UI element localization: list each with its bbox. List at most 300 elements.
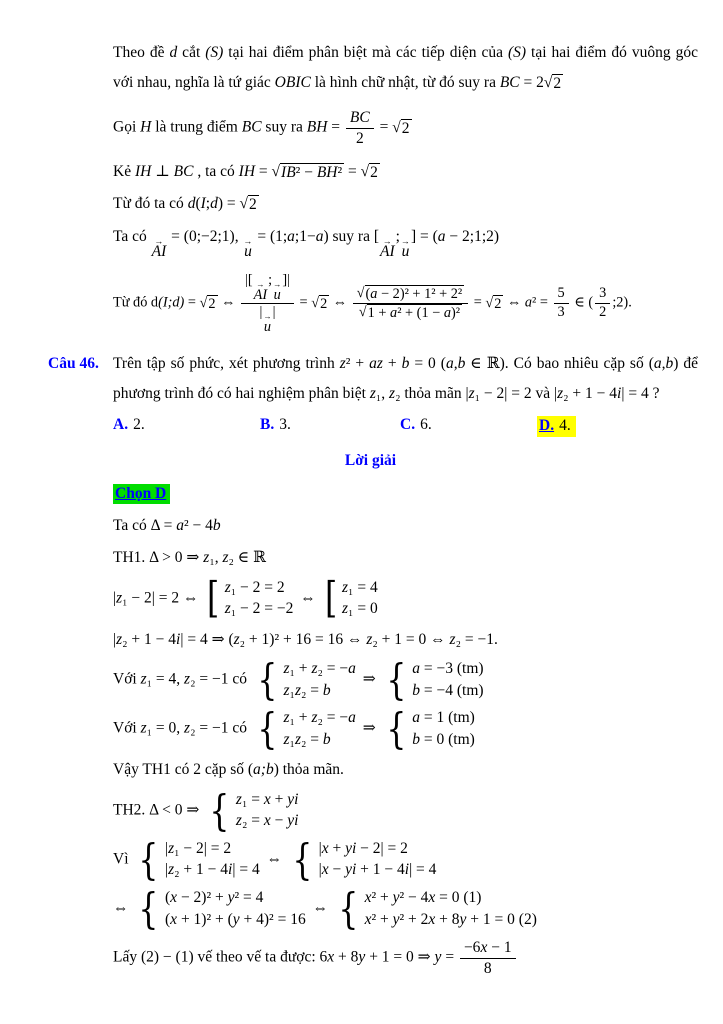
text-fragment: = — [295, 295, 312, 312]
formula-line — [113, 546, 698, 569]
formula-line — [113, 225, 698, 261]
formula-line — [113, 704, 698, 754]
text-fragment: a — [176, 517, 184, 535]
radicand — [280, 163, 344, 182]
brace-icon: { — [257, 654, 278, 704]
text-fragment: Với — [113, 670, 141, 688]
text-fragment: x — [428, 888, 436, 906]
text-fragment: ² − — [295, 164, 317, 182]
text-fragment: = (0;−2;1), — [167, 227, 243, 245]
text-fragment: | = 4 — [232, 861, 260, 879]
text-fragment: z — [235, 812, 242, 830]
text-fragment: BC — [499, 74, 520, 92]
square-root — [392, 119, 411, 138]
fraction-denominator — [595, 304, 610, 322]
text-fragment: Ta có — [113, 227, 151, 245]
text-fragment: z — [449, 630, 456, 648]
vector-arrow-icon: → — [400, 235, 410, 246]
brace-icon: { — [209, 785, 230, 835]
text-fragment: | — [113, 630, 117, 648]
fraction-denominator — [355, 304, 466, 322]
text-fragment: ₁ − 2| = 2 và | — [474, 385, 558, 403]
cases-group — [254, 654, 356, 704]
radical-sign-icon: √ — [485, 295, 494, 312]
text-fragment: z — [339, 355, 346, 373]
text-fragment: ₂ + 1 − 4 — [122, 630, 177, 648]
text-fragment: d — [187, 195, 196, 213]
text-fragment: Với — [113, 719, 141, 737]
vector-name: u — [263, 319, 272, 336]
text-fragment: z — [235, 790, 242, 808]
vector-arrow-icon: → — [154, 235, 164, 246]
brace-icon: { — [385, 654, 406, 704]
text-fragment: z — [294, 681, 301, 699]
cases-row — [412, 709, 475, 728]
text-fragment: z — [140, 719, 147, 737]
text-fragment: x — [170, 910, 178, 928]
text-fragment: ₁ + — [289, 659, 312, 677]
text-fragment: x — [321, 861, 329, 879]
text-fragment: cắt — [177, 44, 206, 61]
fraction-denominator — [255, 304, 279, 335]
cases-rows — [283, 709, 355, 749]
text-fragment: TH1. Δ > 0 ⇒ — [113, 549, 204, 567]
text-fragment: i — [176, 630, 181, 648]
text-fragment: 2 — [249, 196, 257, 214]
text-fragment: 2 — [553, 75, 562, 93]
text-fragment: ]| — [282, 272, 290, 289]
text-fragment: Vậy TH1 có 2 cặp số ( — [113, 761, 254, 779]
cases-row — [236, 812, 299, 831]
cases-row — [165, 861, 260, 880]
text-fragment: | = 4 ⇒ ( — [180, 630, 234, 648]
text-fragment: Theo đề — [113, 44, 170, 61]
text-fragment: + — [270, 790, 288, 808]
cases-row — [342, 600, 378, 619]
text-fragment: IH — [134, 163, 152, 181]
text-fragment: Kẻ — [113, 163, 135, 181]
answer-options — [113, 416, 698, 437]
text-fragment: ₁ − 2 = −2 — [230, 600, 294, 618]
text-fragment: IB — [281, 164, 296, 182]
text-fragment: (S) — [507, 44, 527, 61]
text-fragment: + 8 — [334, 948, 359, 966]
text-fragment: z — [294, 730, 301, 748]
radical-sign-icon: √ — [392, 118, 401, 136]
text-fragment: là hình chữ nhật, từ đó suy ra — [310, 74, 500, 92]
formula-line — [113, 654, 698, 704]
text-fragment: = — [375, 118, 393, 136]
text-fragment: ₁ − 2| = 2 ⇔ — [122, 589, 203, 607]
text-fragment: a;b — [253, 761, 274, 779]
text-fragment: ₁ = 4, — [146, 670, 185, 688]
text-fragment: IH — [238, 163, 256, 181]
cases-row — [283, 731, 355, 750]
cases-row — [365, 911, 537, 930]
cases-row — [412, 682, 483, 701]
text-fragment: + 1 = 0 (2) — [466, 910, 537, 928]
text-fragment: z — [116, 630, 123, 648]
text-fragment: ₂ = — [241, 812, 264, 830]
vector-name: u — [244, 243, 252, 261]
text-fragment: az — [369, 355, 383, 373]
chosen-answer-badge: Chọn D — [113, 484, 170, 504]
text-fragment: z — [224, 578, 231, 596]
fraction-numerator — [353, 285, 468, 304]
text-fragment: x — [327, 948, 335, 966]
text-fragment: Lấy (2) − (1) vế theo vế ta được: 6 — [113, 948, 328, 966]
fraction-numerator — [595, 285, 610, 304]
text-fragment: a — [437, 227, 446, 245]
chosen-answer-line — [113, 482, 698, 505]
text-fragment: ) thỏa mãn. — [273, 761, 344, 779]
text-fragment: ( — [195, 195, 201, 213]
text-fragment: z — [283, 709, 290, 727]
text-fragment: ₂ = — [300, 730, 323, 748]
text-fragment: + 4)² = 16 — [239, 910, 306, 928]
text-fragment: z — [184, 719, 191, 737]
brace-icon: { — [138, 834, 159, 884]
text-fragment: ² − 4 — [184, 517, 213, 535]
text-fragment: z — [369, 385, 376, 403]
option-a-letter: A. — [113, 415, 129, 433]
text-fragment: ₂ = − — [317, 709, 349, 727]
cases-row — [283, 682, 355, 701]
text-fragment: ;1− — [294, 227, 316, 245]
text-fragment: b — [412, 681, 420, 699]
text-fragment: a — [348, 709, 356, 727]
cases-rows — [412, 709, 475, 749]
text-fragment: z — [311, 659, 318, 677]
vector-name: AI — [151, 243, 167, 261]
fraction — [554, 285, 569, 322]
brace-icon: [ — [207, 573, 220, 623]
text-fragment: ₁ — [289, 730, 295, 748]
cases-group — [383, 704, 475, 754]
text-fragment: b — [322, 730, 331, 748]
text-fragment: i — [228, 861, 233, 879]
text-fragment: 1 + — [367, 305, 391, 322]
text-fragment: ² + — [371, 888, 393, 906]
vector — [273, 280, 282, 304]
cases-group — [335, 883, 537, 933]
text-fragment: ; — [268, 272, 273, 289]
solution-paragraph — [113, 38, 698, 98]
text-fragment: a — [315, 227, 324, 245]
text-fragment: BC — [241, 118, 262, 136]
text-fragment: ⊥ — [151, 163, 174, 181]
text-fragment: z — [222, 549, 229, 567]
text-fragment: | — [165, 839, 169, 857]
formula-line — [113, 785, 698, 835]
text-fragment: y — [459, 910, 467, 928]
text-fragment: ) suy ra [ — [323, 227, 380, 245]
text-fragment: (S) — [205, 44, 224, 61]
text-fragment: | — [259, 304, 263, 321]
solution-heading: Lời giải — [344, 451, 397, 469]
text-fragment: | — [272, 304, 276, 321]
text-fragment: ⇒ — [358, 670, 380, 688]
text-fragment: H — [140, 118, 152, 136]
cases-row — [365, 889, 537, 908]
text-fragment: − 2| = 2 — [356, 839, 408, 857]
text-fragment: ( — [165, 888, 171, 906]
square-root — [200, 295, 218, 312]
text-fragment: 5 — [557, 285, 565, 302]
cases-row — [283, 660, 355, 679]
text-fragment: y — [232, 910, 240, 928]
radicand — [319, 295, 329, 312]
text-fragment: 8 — [483, 959, 492, 977]
formula-line — [113, 628, 698, 651]
option-c-letter: C. — [400, 415, 416, 433]
cases-row — [412, 660, 483, 679]
square-root — [544, 74, 563, 93]
text-fragment: 2 — [401, 119, 410, 137]
text-fragment: + — [382, 355, 402, 373]
text-fragment: = — [255, 163, 272, 181]
text-fragment: −6 — [463, 939, 481, 957]
text-fragment: BC — [173, 163, 194, 181]
fraction — [346, 108, 374, 148]
text-fragment: y — [227, 888, 235, 906]
fraction-numerator — [346, 108, 374, 128]
text-fragment: b — [322, 681, 331, 699]
radical-sign-icon: √ — [239, 195, 249, 213]
text-fragment: ; — [205, 195, 211, 213]
cases-row — [412, 731, 475, 750]
text-fragment: d — [169, 44, 178, 61]
text-fragment: | = 4 — [409, 861, 437, 879]
cases-row — [165, 840, 260, 859]
vector-arrow-icon: → — [243, 235, 253, 246]
radical-sign-icon: √ — [311, 295, 320, 312]
option-c — [400, 416, 537, 437]
radicand — [248, 195, 259, 214]
fraction-denominator — [352, 129, 368, 148]
formula-line — [113, 834, 698, 884]
vector — [253, 280, 268, 304]
cases-row — [319, 861, 437, 880]
option-d-letter: D. — [539, 416, 555, 434]
radicand — [552, 74, 563, 93]
text-fragment: ² + — [371, 910, 393, 928]
text-fragment: y — [392, 910, 400, 928]
radicand — [207, 295, 217, 312]
vector-name: AI — [380, 243, 395, 261]
text-fragment: z — [233, 630, 240, 648]
text-fragment: Vì — [113, 850, 133, 868]
fraction — [595, 285, 610, 322]
brace-icon: { — [138, 883, 159, 933]
text-fragment: ₂ + 1 = 0 ⇔ — [372, 630, 450, 648]
text-fragment: z — [283, 659, 290, 677]
text-fragment: ₂ thỏa mãn | — [395, 385, 469, 403]
text-fragment: b — [401, 355, 410, 373]
text-fragment: 2 — [370, 164, 378, 182]
text-fragment: ₂ + 1 − 4 — [174, 861, 229, 879]
text-fragment: z — [283, 730, 290, 748]
cases-row — [283, 709, 355, 728]
text-fragment: = −4 (tm) — [420, 681, 484, 699]
text-fragment: yi — [287, 790, 299, 808]
radicand — [401, 119, 412, 138]
formula-line — [113, 938, 698, 978]
text-fragment: z — [342, 578, 349, 596]
fraction-numerator — [241, 272, 294, 304]
text-fragment: x — [480, 939, 488, 957]
text-fragment: z — [116, 589, 123, 607]
radical-sign-icon: √ — [199, 295, 208, 312]
text-fragment: ( — [165, 910, 171, 928]
cases-row — [225, 579, 294, 598]
question-number: Câu 46. — [48, 355, 99, 373]
cases-group — [205, 573, 294, 623]
text-fragment: + 1 = 0 ⇒ — [365, 948, 435, 966]
text-fragment: a — [412, 709, 420, 727]
text-fragment: z — [366, 630, 373, 648]
vector-name: u — [401, 243, 410, 261]
text-fragment: ⇔ — [262, 850, 286, 868]
cases-row — [165, 911, 306, 930]
option-a — [113, 416, 260, 437]
brace-icon: { — [385, 704, 406, 754]
fraction — [241, 272, 294, 335]
text-fragment: ₂ = − — [317, 659, 349, 677]
text-fragment: y — [392, 888, 400, 906]
text-fragment: z — [468, 385, 475, 403]
text-fragment: tại hai điểm đó vuông góc với nhau, nghĩa là tứ giác — [113, 44, 698, 92]
cases-row — [319, 840, 437, 859]
text-fragment: = — [184, 295, 200, 312]
fraction-numerator — [460, 938, 516, 958]
radicand — [367, 304, 462, 321]
option-b — [260, 416, 400, 437]
text-fragment: BH — [316, 164, 338, 182]
text-fragment: ₁ = 0, — [146, 719, 185, 737]
text-fragment: |[ — [244, 272, 253, 289]
text-fragment: Ta có Δ = — [113, 517, 177, 535]
radical-sign-icon: √ — [543, 74, 553, 92]
question-block — [48, 349, 698, 409]
text-fragment: ₁, — [375, 385, 390, 403]
text-fragment: ₁ = 0 — [348, 600, 378, 618]
text-fragment: ₁, — [209, 549, 223, 567]
cases-row — [225, 600, 294, 619]
radical-sign-icon: √ — [358, 304, 367, 321]
text-fragment: z — [311, 709, 318, 727]
fraction-denominator — [480, 959, 496, 978]
square-root — [361, 163, 380, 182]
text-fragment: a — [370, 286, 378, 303]
text-fragment: x — [428, 910, 436, 928]
text-fragment: a — [348, 659, 356, 677]
option-b-value: 3. — [279, 415, 291, 433]
text-fragment: 2 — [320, 296, 328, 313]
text-fragment: = 2 — [519, 74, 544, 92]
formula-line — [113, 758, 698, 781]
text-fragment: ⇔ — [308, 899, 332, 917]
text-fragment: ₂ = — [300, 681, 323, 699]
text-fragment: ₂ = −1 có — [190, 670, 251, 688]
text-fragment: = −3 (tm) — [420, 659, 484, 677]
square-root — [272, 163, 345, 182]
text-fragment: ² = 4 — [234, 888, 264, 906]
text-fragment: yi — [345, 861, 357, 879]
text-fragment: BC — [349, 109, 370, 127]
cases-group — [135, 834, 260, 884]
text-fragment: y — [434, 948, 442, 966]
radical-sign-icon: √ — [271, 163, 281, 181]
text-fragment: a,b — [653, 355, 674, 373]
text-fragment: x — [170, 888, 178, 906]
text-fragment: 2 — [494, 296, 502, 313]
text-fragment: yi — [345, 839, 357, 857]
text-fragment: ∈ ℝ). Có bao nhiêu cặp số ( — [465, 355, 654, 373]
text-fragment: = (1; — [253, 227, 288, 245]
text-fragment: i — [404, 861, 410, 879]
text-fragment: = — [327, 118, 344, 136]
text-fragment: ) để phương trình đó có hai nghiệm phân biệt — [113, 355, 698, 403]
fraction-numerator — [554, 285, 569, 304]
text-fragment: a — [390, 305, 398, 322]
text-fragment: a — [287, 227, 295, 245]
text-fragment: x — [263, 812, 271, 830]
text-fragment: ) = — [217, 195, 240, 213]
text-fragment: b — [212, 517, 221, 535]
cases-rows — [319, 840, 437, 880]
square-root — [311, 295, 329, 312]
text-fragment: ² + 2 — [399, 910, 429, 928]
text-fragment: a — [524, 295, 532, 312]
text-fragment: 2 — [208, 296, 216, 313]
text-fragment: Từ đó d — [113, 295, 159, 312]
option-b-letter: B. — [260, 415, 275, 433]
text-fragment: − 2;1;2) — [445, 227, 500, 245]
cases-group — [135, 883, 306, 933]
text-fragment: ( — [365, 286, 371, 303]
text-fragment: ₁ — [289, 681, 295, 699]
formula-line — [113, 514, 698, 537]
vector — [380, 235, 395, 261]
formula-line — [113, 160, 698, 183]
text-fragment: ² + (1 − — [397, 305, 444, 322]
vector-arrow-icon: → — [263, 312, 272, 322]
cases-rows — [412, 660, 483, 700]
vector — [243, 235, 253, 261]
radical-sign-icon: √ — [360, 163, 370, 181]
text-fragment: ∈ ( — [570, 295, 594, 312]
text-fragment: x — [364, 888, 372, 906]
brace-icon: { — [257, 704, 278, 754]
text-fragment: | — [318, 861, 322, 879]
cases-rows — [365, 889, 537, 929]
cases-row — [342, 579, 378, 598]
text-fragment: − 1 — [487, 939, 512, 957]
vector — [151, 235, 167, 261]
formula-line — [113, 573, 698, 623]
square-root — [240, 195, 259, 214]
text-fragment: = 0 (tm) — [420, 730, 475, 748]
text-fragment: ⇔ — [503, 295, 525, 312]
text-fragment: ; — [395, 227, 400, 245]
text-fragment: x — [321, 839, 329, 857]
text-fragment: là trung điểm — [151, 118, 242, 136]
text-fragment: ₂ ∈ ℝ — [228, 549, 267, 567]
text-fragment: I — [200, 195, 206, 213]
text-fragment: ² − 4 — [399, 888, 429, 906]
text-fragment: z — [224, 600, 231, 618]
